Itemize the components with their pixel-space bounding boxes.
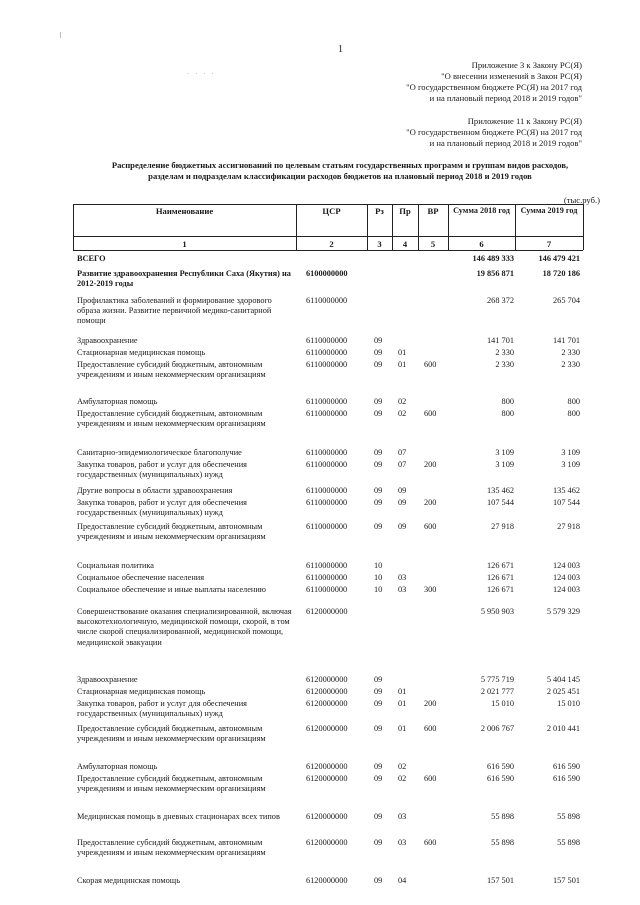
row-sum-2019: 2 010 441 (546, 724, 580, 733)
row-name: Медицинская помощь в дневных стационарах всех типов (77, 812, 280, 821)
column-number: 5 (430, 239, 436, 249)
row-csr: 6120000000 (306, 762, 348, 771)
row-vr: 600 (424, 838, 437, 847)
column-number: 4 (402, 239, 408, 249)
row-csr: 6120000000 (306, 675, 348, 684)
table-header-bottom (73, 250, 583, 251)
units-label: (тыс.руб.) (563, 195, 600, 205)
row-pr: 01 (398, 687, 407, 696)
row-pr: 03 (398, 838, 407, 847)
row-csr: 6110000000 (306, 296, 348, 305)
row-vr: 200 (424, 498, 437, 507)
row-sum-2018: 3 109 (495, 448, 514, 457)
row-sum-2019: 124 003 (553, 585, 580, 594)
row-name: Амбулаторная помощь (77, 762, 158, 771)
row-pr: 04 (398, 876, 407, 885)
header-vr: ВР (427, 206, 439, 216)
row-rz: 10 (374, 585, 383, 594)
row-sum-2019: 157 501 (553, 876, 580, 885)
row-sum-2018: 5 950 903 (480, 607, 514, 616)
row-rz: 09 (374, 360, 383, 369)
row-sum-2019: 5 404 145 (546, 675, 580, 684)
row-sum-2018: 2 021 777 (480, 687, 514, 696)
row-name: Стационарная медицинская помощь (77, 348, 206, 357)
row-name: Амбулаторная помощь (77, 397, 158, 406)
row-pr: 02 (398, 409, 407, 418)
page-number: 1 (338, 44, 343, 55)
row-sum-2018: 15 010 (491, 699, 514, 708)
row-vr: 600 (424, 360, 437, 369)
row-csr: 6110000000 (306, 360, 348, 369)
header-rz: Рз (375, 206, 384, 216)
appendix-line: Приложение 3 к Закону РС(Я) (471, 60, 582, 70)
row-sum-2018: 55 898 (491, 812, 514, 821)
row-rz: 09 (374, 522, 383, 531)
table-header-divider (73, 236, 583, 237)
row-sum-2019: 141 701 (553, 336, 580, 345)
row-sum-2018: 616 590 (487, 774, 514, 783)
row-rz: 09 (374, 348, 383, 357)
row-sum-2018: 157 501 (487, 876, 514, 885)
row-name: Профилактика заболеваний и формирование здорового образа жизни. Развитие первичной медико-санитарной помощи (77, 296, 272, 326)
row-sum-2019: 27 918 (557, 522, 580, 531)
row-csr: 6110000000 (306, 460, 348, 469)
row-csr: 6110000000 (306, 498, 348, 507)
column-number: 7 (546, 239, 552, 249)
row-sum-2018: 2 330 (495, 348, 514, 357)
appendix-line: "О государственном бюджете РС(Я) на 2017 год (406, 82, 582, 92)
row-csr: 6110000000 (306, 585, 348, 594)
row-rz: 09 (374, 699, 383, 708)
row-sum-2019: 800 (567, 409, 580, 418)
column-number: 6 (479, 239, 484, 249)
row-name: Здравоохранение (77, 336, 138, 345)
row-sum-2018: 19 856 871 (476, 269, 514, 278)
row-rz: 09 (374, 460, 383, 469)
row-name: Социальная политика (77, 561, 154, 570)
row-sum-2019: 124 003 (553, 573, 580, 582)
row-pr: 01 (398, 699, 407, 708)
row-csr: 6120000000 (306, 876, 348, 885)
column-number: 2 (329, 239, 334, 249)
row-name: Предоставление субсидий бюджетным, автономным учреждениям и иным некоммерческим организациям (77, 522, 266, 542)
document-title (60, 160, 620, 182)
row-sum-2019: 18 720 186 (542, 269, 580, 278)
row-csr: 6120000000 (306, 687, 348, 696)
row-rz: 09 (374, 724, 383, 733)
row-name: Совершенствование оказания специализированной, включая высокотехнологичную, медицинской помощи, скорой, в том числе скорой специализированной, медицинской помощи, медицинской эвакуации (77, 607, 292, 647)
row-vr: 200 (424, 460, 437, 469)
row-csr: 6110000000 (306, 348, 348, 357)
row-sum-2019: 3 109 (561, 460, 580, 469)
row-csr: 6120000000 (306, 699, 348, 708)
title-line: разделам и подразделам классификации расходов бюджетов на плановый период 2018 и 2019 годов (148, 171, 532, 181)
row-name: Предоставление субсидий бюджетным, автономным учреждениям и иным некоммерческим организациям (77, 838, 266, 858)
row-sum-2018: 135 462 (487, 486, 514, 495)
row-sum-2018: 27 918 (491, 522, 514, 531)
margin-mark (60, 32, 61, 38)
row-pr: 03 (398, 585, 407, 594)
row-rz: 09 (374, 812, 383, 821)
appendix-3-reference (406, 60, 582, 104)
row-sum-2019: 265 704 (553, 296, 580, 305)
row-rz: 09 (374, 687, 383, 696)
row-rz: 10 (374, 561, 383, 570)
row-pr: 01 (398, 360, 407, 369)
row-vr: 600 (424, 409, 437, 418)
row-csr: 6120000000 (306, 724, 348, 733)
row-sum-2019: 616 590 (553, 774, 580, 783)
row-name: Предоставление субсидий бюджетным, автономным учреждениям и иным некоммерческим организациям (77, 774, 266, 794)
row-csr: 6110000000 (306, 561, 348, 570)
row-sum-2018: 126 671 (487, 585, 514, 594)
row-sum-2019: 15 010 (557, 699, 580, 708)
appendix-line: "О внесении изменений в Закон РС(Я) (441, 71, 582, 81)
row-name: Закупка товаров, работ и услуг для обеспечения государственных (муниципальных) нужд (77, 460, 247, 480)
appendix-line: "О государственном бюджете РС(Я) на 2017 год (406, 127, 582, 137)
header-sum-2019: Сумма 2019 год (520, 206, 578, 215)
row-pr: 02 (398, 762, 407, 771)
row-sum-2018: 146 489 333 (472, 254, 514, 263)
row-rz: 09 (374, 675, 383, 684)
row-sum-2019: 135 462 (553, 486, 580, 495)
row-name: Социальное обеспечение и иные выплаты населению (77, 585, 266, 594)
row-name: Закупка товаров, работ и услуг для обеспечения государственных (муниципальных) нужд (77, 498, 247, 518)
row-sum-2018: 126 671 (487, 561, 514, 570)
row-sum-2019: 5 579 329 (546, 607, 580, 616)
appendix-line: Приложение 11 к Закону РС(Я) (467, 116, 582, 126)
row-vr: 600 (424, 724, 437, 733)
row-sum-2019: 107 544 (553, 498, 580, 507)
row-name: Здравоохранение (77, 675, 138, 684)
header-sum-2018: Сумма 2018 год (453, 206, 510, 215)
row-name: Санитарно-эпидемиологическое благополучие (77, 448, 242, 457)
row-pr: 09 (398, 486, 407, 495)
row-sum-2019: 800 (567, 397, 580, 406)
row-pr: 03 (398, 812, 407, 821)
row-rz: 09 (374, 397, 383, 406)
row-sum-2018: 268 372 (487, 296, 514, 305)
row-sum-2018: 3 109 (495, 460, 514, 469)
row-name: Другие вопросы в области здравоохранения (77, 486, 233, 495)
row-sum-2019: 55 898 (557, 838, 580, 847)
row-csr: 6120000000 (306, 774, 348, 783)
row-rz: 09 (374, 409, 383, 418)
row-pr: 07 (398, 460, 407, 469)
row-sum-2018: 800 (501, 409, 514, 418)
row-csr: 6110000000 (306, 522, 348, 531)
row-vr: 200 (424, 699, 437, 708)
row-csr: 6110000000 (306, 573, 348, 582)
row-vr: 600 (424, 774, 437, 783)
row-csr: 6120000000 (306, 607, 348, 616)
table-border-top (73, 204, 583, 205)
row-name: Предоставление субсидий бюджетным, автономным учреждениям и иным некоммерческим организациям (77, 360, 266, 380)
row-name: Предоставление субсидий бюджетным, автономным учреждениям и иным некоммерческим организациям (77, 409, 266, 429)
row-pr: 01 (398, 348, 407, 357)
row-csr: 6120000000 (306, 812, 348, 821)
row-pr: 09 (398, 498, 407, 507)
title-line: Распределение бюджетных ассигнований по целевым статьям государственных программ и группам видов расходов, (111, 160, 569, 170)
row-csr: 6110000000 (306, 397, 348, 406)
row-rz: 09 (374, 498, 383, 507)
scan-dots: · · · · (187, 70, 216, 78)
row-sum-2019: 124 003 (553, 561, 580, 570)
row-sum-2018: 800 (501, 397, 514, 406)
row-sum-2018: 2 330 (495, 360, 514, 369)
row-csr: 6120000000 (306, 838, 348, 847)
row-csr: 6110000000 (306, 409, 348, 418)
row-sum-2018: 126 671 (487, 573, 514, 582)
row-sum-2019: 2 330 (561, 360, 580, 369)
appendix-line: и на плановый период 2018 и 2019 годов" (429, 93, 582, 103)
row-name: Предоставление субсидий бюджетным, автономным учреждениям и иным некоммерческим организациям (77, 724, 266, 744)
row-sum-2018: 107 544 (487, 498, 514, 507)
row-sum-2018: 141 701 (487, 336, 514, 345)
row-rz: 09 (374, 838, 383, 847)
row-rz: 10 (374, 573, 383, 582)
appendix-11-reference (406, 116, 582, 149)
row-rz: 09 (374, 876, 383, 885)
appendix-line: и на плановый период 2018 и 2019 годов" (429, 138, 582, 148)
row-pr: 02 (398, 397, 407, 406)
column-number: 1 (182, 239, 187, 249)
row-csr: 6110000000 (306, 336, 348, 345)
row-name: Закупка товаров, работ и услуг для обеспечения государственных (муниципальных) нужд (77, 699, 247, 719)
row-sum-2018: 5 775 719 (480, 675, 514, 684)
row-csr: 6110000000 (306, 486, 348, 495)
row-sum-2019: 2 025 451 (546, 687, 580, 696)
row-rz: 09 (374, 448, 383, 457)
row-name: Социальное обеспечение населения (77, 573, 205, 582)
row-sum-2019: 2 330 (561, 348, 580, 357)
column-number: 3 (377, 239, 382, 249)
row-name: Стационарная медицинская помощь (77, 687, 206, 696)
row-pr: 09 (398, 522, 407, 531)
header-name: Наименование (155, 206, 214, 216)
row-csr: 6100000000 (306, 269, 348, 278)
row-pr: 02 (398, 774, 407, 783)
row-name: Скорая медицинская помощь (77, 876, 180, 885)
row-sum-2018: 2 006 767 (480, 724, 514, 733)
row-vr: 600 (424, 522, 437, 531)
row-rz: 09 (374, 774, 383, 783)
row-sum-2019: 146 479 421 (538, 254, 580, 263)
row-pr: 01 (398, 724, 407, 733)
row-sum-2019: 3 109 (561, 448, 580, 457)
header-csr: ЦСР (322, 206, 341, 216)
row-rz: 09 (374, 336, 383, 345)
row-rz: 09 (374, 762, 383, 771)
header-pr: Пр (399, 206, 411, 216)
table-col-line (583, 204, 584, 250)
row-sum-2019: 616 590 (553, 762, 580, 771)
row-sum-2018: 616 590 (487, 762, 514, 771)
row-rz: 09 (374, 486, 383, 495)
row-name: ВСЕГО (77, 254, 106, 263)
row-sum-2019: 55 898 (557, 812, 580, 821)
row-sum-2018: 55 898 (491, 838, 514, 847)
row-vr: 300 (424, 585, 437, 594)
row-csr: 6110000000 (306, 448, 348, 457)
row-name: Развитие здравоохранения Республики Саха (Якутия) на 2012-2019 годы (77, 269, 291, 289)
row-pr: 07 (398, 448, 407, 457)
row-pr: 03 (398, 573, 407, 582)
